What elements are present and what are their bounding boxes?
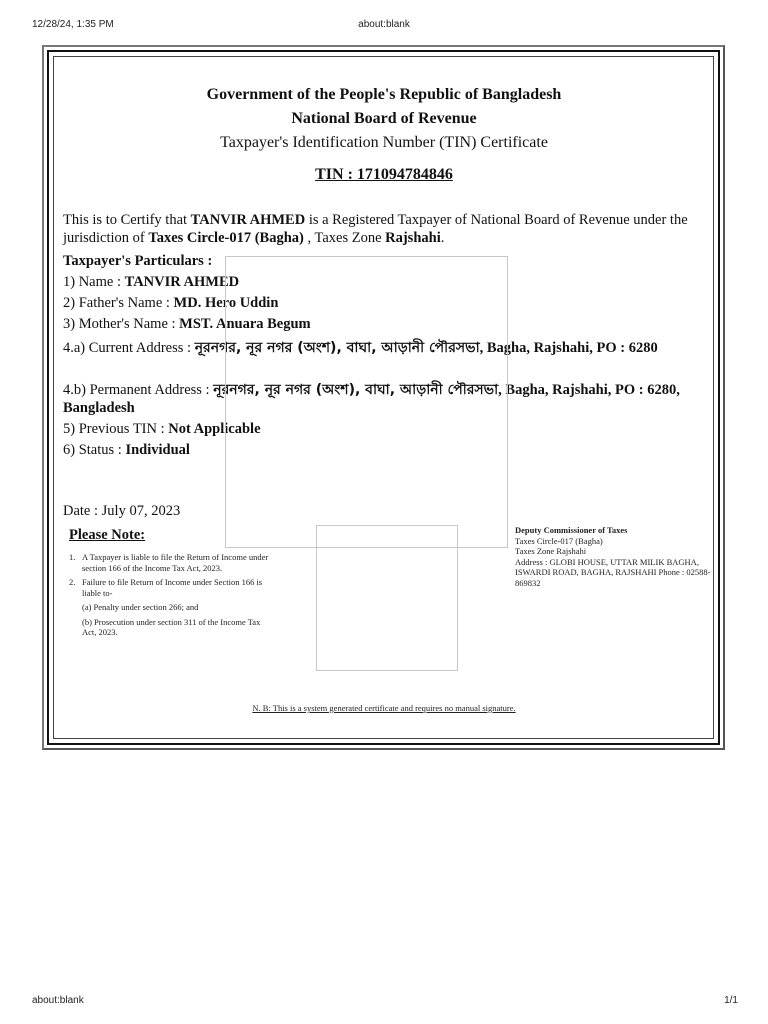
heading-government: Government of the People's Republic of Bangladesh xyxy=(206,86,562,103)
system-generated-note: N. B: This is a system generated certificate and requires no manual signature. xyxy=(252,703,516,713)
taxes-zone: Rajshahi xyxy=(385,230,441,246)
tin-number: TIN : 171094784846 xyxy=(315,166,453,183)
particulars-title: Taxpayer's Particulars : xyxy=(63,253,213,269)
issue-date: Date : July 07, 2023 xyxy=(63,503,181,519)
particular-mother: 3) Mother's Name : MST. Anuara Begum xyxy=(63,316,311,332)
particular-status: 6) Status : Individual xyxy=(63,442,190,458)
print-header-url: about:blank xyxy=(358,19,410,30)
particular-permanent-address: 4.b) Permanent Address : নূরনগর, নূর নগর (অংশ), বাঘা, আড়ানী পৌরসভা, Bagha, Rajshahi, PO : 6280, Bangladesh xyxy=(63,382,680,416)
note-sub-item: (a) Penalty under section 266; and xyxy=(82,602,199,612)
heading-nbr: National Board of Revenue xyxy=(291,110,477,127)
particular-current-address: 4.a) Current Address : নূরনগর, নূর নগর (অংশ), বাঘা, আড়ানী পৌরসভা, Bagha, Rajshahi, PO : 6280 xyxy=(63,340,658,356)
note-sub-item: (b) Prosecution under section 311 of the Income Tax Act, 2023. xyxy=(82,616,261,637)
print-footer-url: about:blank xyxy=(32,995,84,1006)
taxpayer-name: TANVIR AHMED xyxy=(190,212,306,228)
particular-father: 2) Father's Name : MD. Hero Uddin xyxy=(63,295,279,311)
particular-previous-tin: 5) Previous TIN : Not Applicable xyxy=(63,421,261,437)
intro-paragraph: This is to Certify that TANVIR AHMED is a Registered Taxpayer of National Board of Revenue under the jurisdiction of Taxes Circle-017 (Bagha) , Taxes Zone Rajshahi. xyxy=(63,212,688,246)
note-item: 2. Failure to file Return of Income under Section 166 is liable to- xyxy=(69,577,263,598)
deputy-address: Address : GLOBI HOUSE, UTTAR MILIK BAGHA, ISWARDI ROAD, BAGHA, RAJSHAHI Phone : 02588-869832 xyxy=(515,556,711,588)
heading-certificate: Taxpayer's Identification Number (TIN) Certificate xyxy=(220,134,548,151)
print-footer-page: 1/1 xyxy=(724,995,738,1006)
note-item: 1. A Taxpayer is liable to file the Return of Income under section 166 of the Income Tax Act, 2023. xyxy=(69,552,269,573)
taxes-circle: Taxes Circle-017 (Bagha) xyxy=(148,230,304,246)
please-note-list xyxy=(69,552,269,642)
deputy-circle: Taxes Circle-017 (Bagha) xyxy=(515,535,603,546)
deputy-zone: Taxes Zone Rajshahi xyxy=(515,546,587,556)
deputy-commissioner-block xyxy=(515,525,715,588)
deputy-title: Deputy Commissioner of Taxes xyxy=(515,525,628,535)
please-note-title: Please Note: xyxy=(69,527,146,543)
print-header-datetime: 12/28/24, 1:35 PM xyxy=(32,19,114,30)
particular-name: 1) Name : TANVIR AHMED xyxy=(63,274,240,290)
